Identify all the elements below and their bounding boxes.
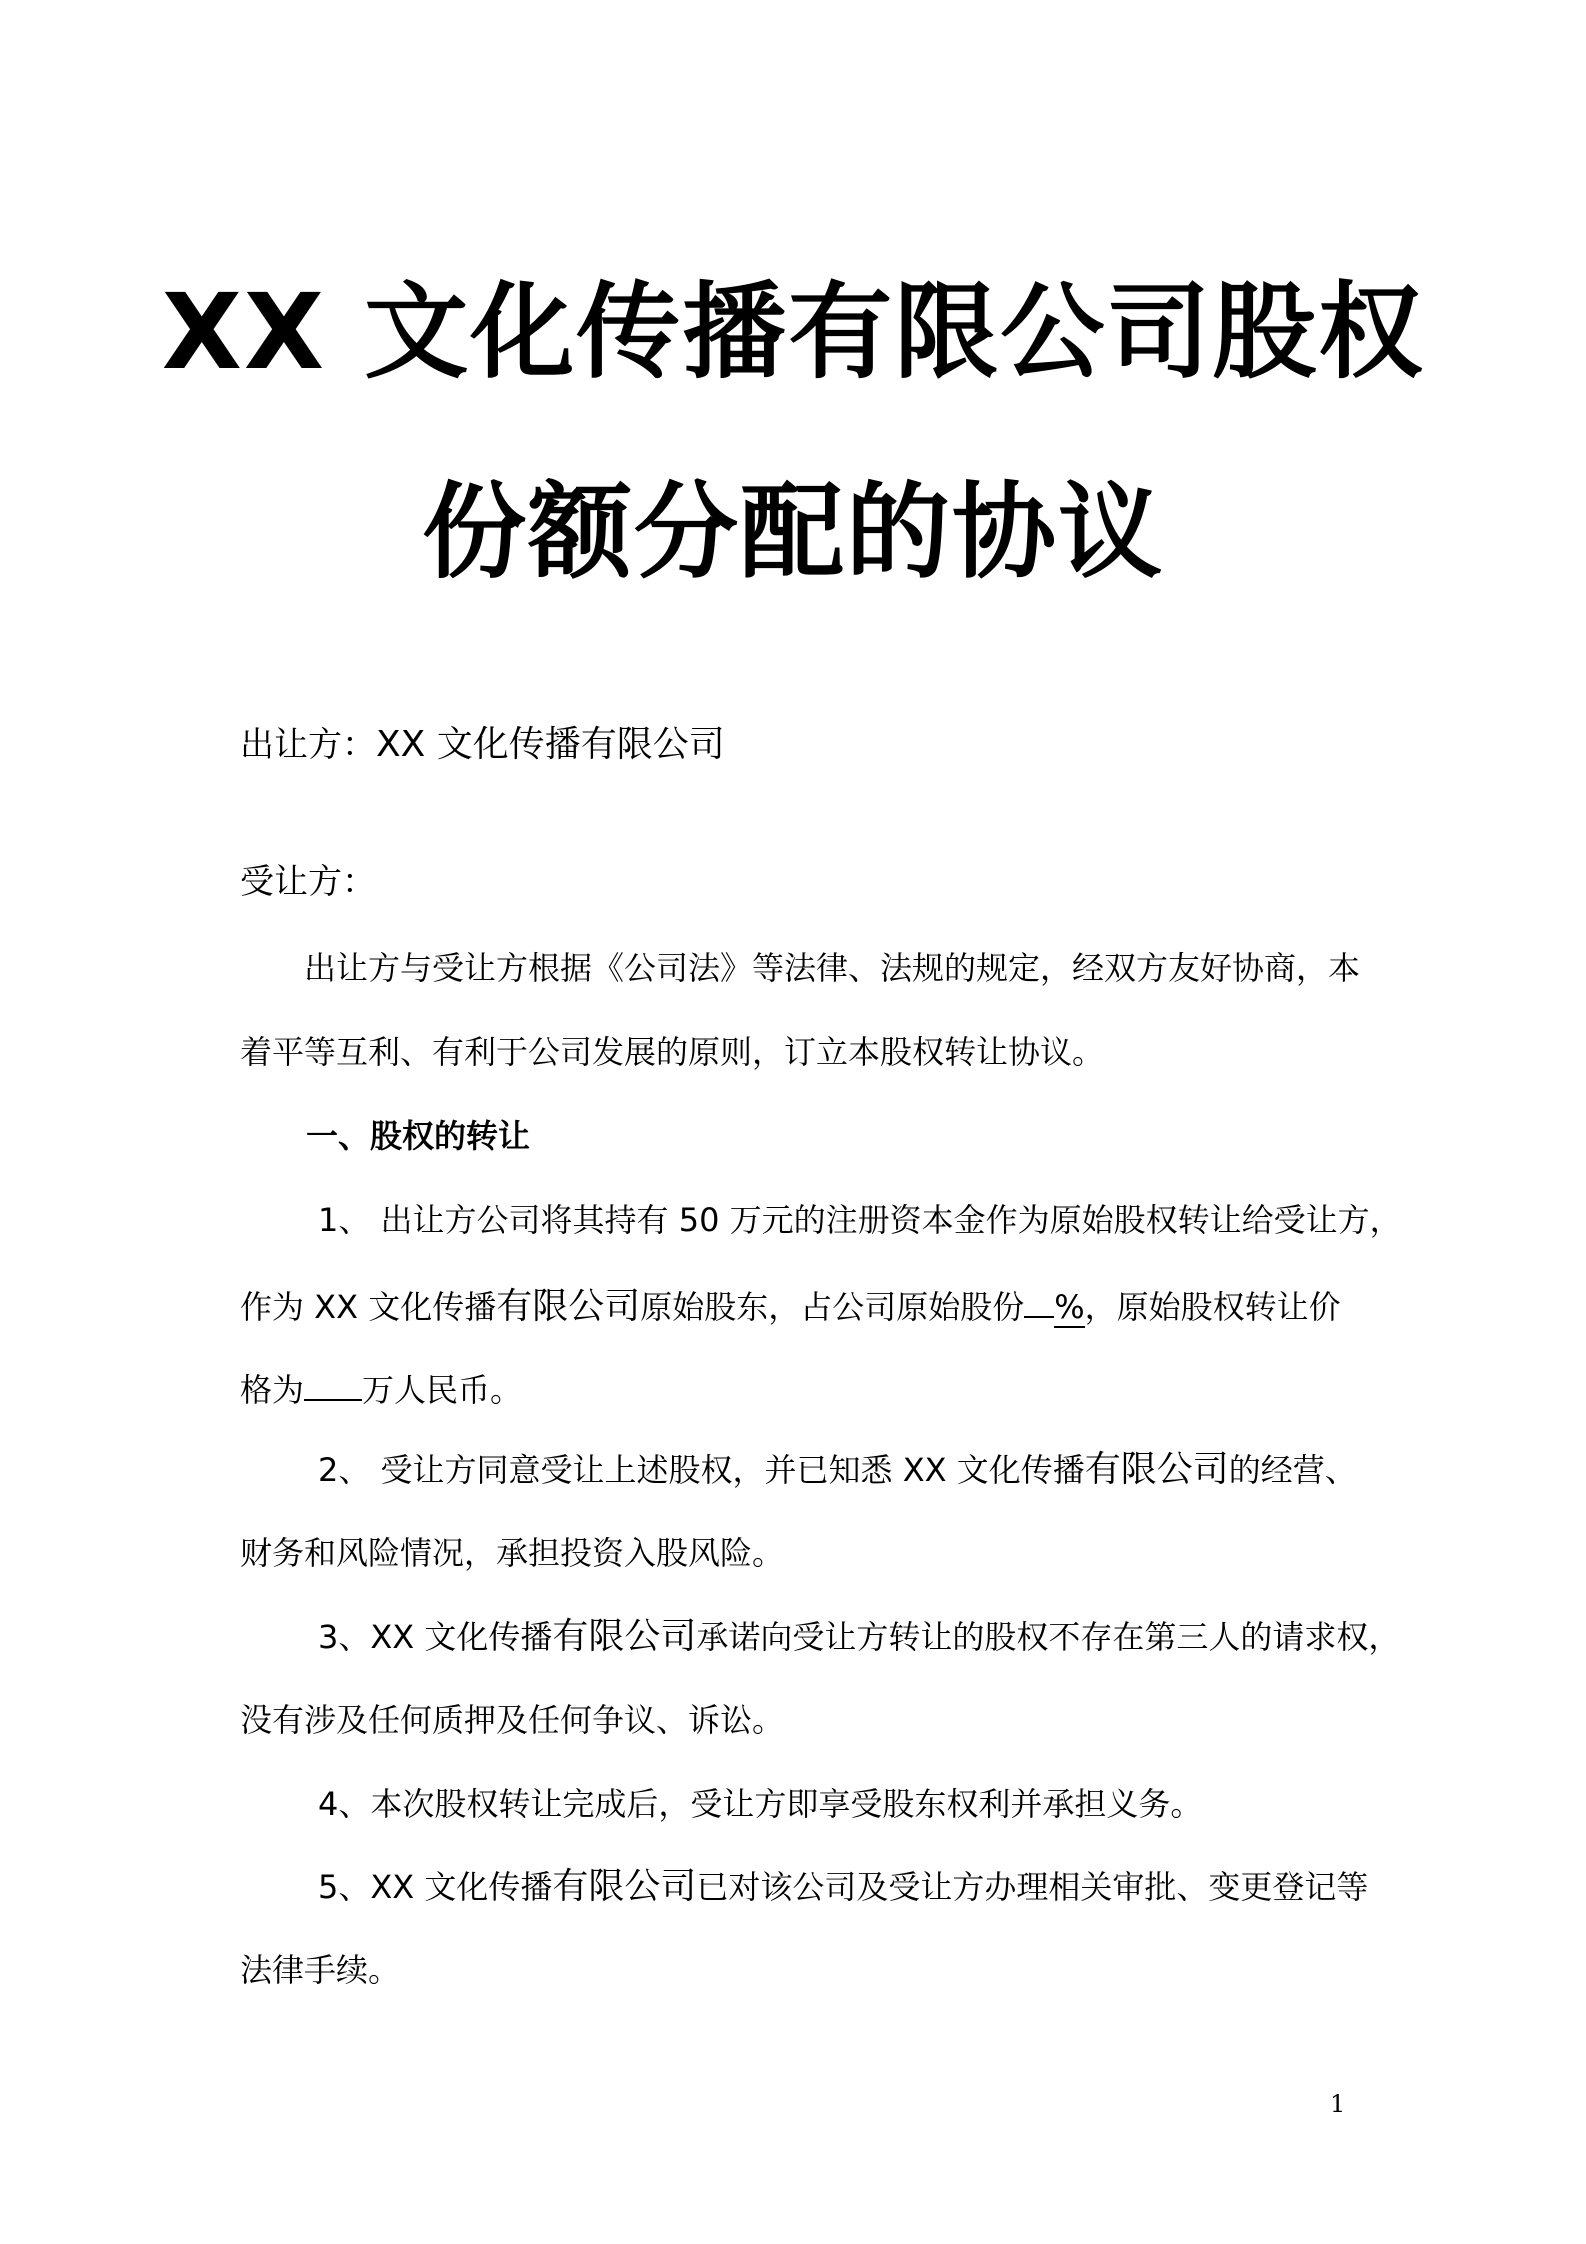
clause-2-text-b: 的经营、 xyxy=(1228,1451,1357,1489)
page-number: 1 xyxy=(1330,2090,1346,2118)
clause-3-text-a: 3、XX 文化传播 xyxy=(318,1618,553,1656)
transferor-line xyxy=(240,725,725,765)
clause-2-text-a: 2、 受让方同意受让上述股权，并已知悉 XX 文化传播 xyxy=(318,1451,1085,1489)
clause-5-text-a: 5、XX 文化传播 xyxy=(318,1868,553,1906)
clause-4-line-1: 4、本次股权转让完成后，受让方即享受股东权利并承担义务。 xyxy=(318,1785,1203,1823)
transferor-label: 出让方： xyxy=(240,725,376,765)
clause-1-text-a: 作为 XX 文化传播 xyxy=(240,1288,497,1326)
clause-1-line-1: 1、 出让方公司将其持有 50 万元的注册资本金作为原始股权转让给受让方， xyxy=(318,1201,1402,1239)
section-heading-share-transfer: 一、股权的转让 xyxy=(306,1117,531,1155)
clause-2-line-1 xyxy=(318,1450,1357,1490)
clause-5-line-1 xyxy=(318,1867,1368,1907)
document-title-line-2: 份额分配的协议 xyxy=(421,471,1164,593)
clause-1-price-suffix: 万人民币。 xyxy=(362,1371,523,1409)
transfer-price-blank xyxy=(304,1367,362,1401)
clause-3-text-b: 承诺向受让方转让的股权不存在第三人的请求权， xyxy=(696,1618,1401,1656)
transferor-value: XX 文化传播有限公司 xyxy=(376,724,725,765)
clause-1-price-prefix: 格为 xyxy=(240,1371,305,1409)
document-title-line-1: XX 文化传播有限公司股权 xyxy=(161,271,1425,393)
clause-1-company: 有限公司 xyxy=(496,1286,641,1327)
intro-line-1: 出让方与受让方根据《公司法》等法律、法规的规定，经双方友好协商，本 xyxy=(304,949,1361,987)
clause-1-line-2 xyxy=(240,1284,1341,1327)
transferee-line xyxy=(240,862,376,902)
clause-1-text-b: 原始股东，占公司原始股份 xyxy=(640,1288,1025,1326)
clause-5-company: 有限公司 xyxy=(552,1866,697,1907)
clause-3-line-1 xyxy=(318,1617,1400,1657)
clause-2-line-2: 财务和风险情况，承担投资入股风险。 xyxy=(240,1534,785,1572)
clause-5-line-2: 法律手续。 xyxy=(240,1951,401,1989)
transferee-label: 受让方： xyxy=(240,862,376,902)
clause-1-percent: % xyxy=(1054,1288,1085,1326)
clause-2-company: 有限公司 xyxy=(1084,1449,1229,1490)
intro-line-2: 着平等互利、有利于公司发展的原则，订立本股权转让协议。 xyxy=(240,1033,1105,1071)
share-percentage-blank xyxy=(1024,1284,1054,1318)
clause-5-text-b: 已对该公司及受让方办理相关审批、变更登记等 xyxy=(696,1868,1369,1906)
clause-3-line-2: 没有涉及任何质押及任何争议、诉讼。 xyxy=(240,1701,785,1739)
clause-3-company: 有限公司 xyxy=(552,1616,697,1657)
clause-1-text-c: ，原始股权转让价 xyxy=(1084,1288,1341,1326)
clause-1-line-3 xyxy=(240,1367,522,1410)
